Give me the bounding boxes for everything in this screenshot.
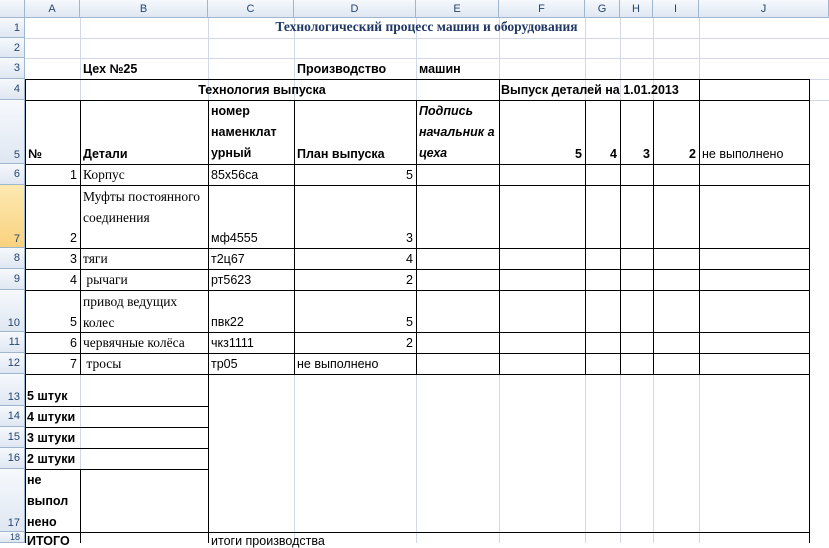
summary-two[interactable]: 2 штуки (27, 452, 76, 466)
table-border (25, 79, 810, 80)
row-header-15[interactable]: 15 (0, 427, 25, 448)
table-border (25, 448, 208, 449)
row-header-12[interactable]: 12 (0, 353, 25, 374)
column-header-h[interactable]: H (620, 0, 653, 18)
table-row-plan[interactable]: 4 (406, 252, 413, 266)
table-border (80, 469, 81, 543)
table-border (620, 100, 621, 374)
header-f[interactable]: 5 (575, 147, 582, 161)
row-header-16[interactable]: 16 (0, 448, 25, 469)
summary-five[interactable]: 5 штук (27, 389, 68, 403)
table-row-name[interactable]: Муфты постоянного соединения (83, 189, 201, 225)
table-row-num[interactable]: 5 (70, 315, 77, 329)
table-row-num[interactable]: 4 (70, 273, 77, 287)
column-header-e[interactable]: E (416, 0, 499, 18)
row-header-2[interactable]: 2 (0, 38, 25, 58)
select-all-corner[interactable] (0, 0, 25, 18)
table-border (585, 100, 586, 374)
table-row-code[interactable]: рт5623 (211, 273, 252, 287)
table-row-code[interactable]: 85х56са (211, 168, 259, 182)
table-border (25, 353, 810, 354)
table-row-plan[interactable]: 5 (406, 315, 413, 329)
summary-three[interactable]: 3 штуки (27, 431, 76, 445)
row-header-6[interactable]: 6 (0, 164, 25, 185)
table-row-num[interactable]: 3 (70, 252, 77, 266)
summary-not-done[interactable]: не выпол нено (27, 473, 69, 529)
table-border (25, 532, 810, 533)
table-border (809, 79, 810, 543)
table-row-num[interactable]: 1 (70, 168, 77, 182)
row-header-17[interactable]: 17 (0, 469, 25, 532)
row-header-1[interactable]: 1 (0, 18, 25, 38)
table-row-code[interactable]: чкз1111 (211, 336, 254, 350)
table-row-name[interactable]: Корпус (83, 167, 125, 182)
table-border (25, 406, 208, 407)
row-header-14[interactable]: 14 (0, 406, 25, 427)
column-header-i[interactable]: I (653, 0, 699, 18)
table-border (25, 100, 810, 101)
table-row-code[interactable]: т2ц67 (211, 252, 245, 266)
table-border (25, 427, 208, 428)
table-border (208, 100, 209, 543)
table-row-name[interactable]: тросы (83, 356, 122, 371)
table-row-plan[interactable]: не выполнено (297, 357, 379, 371)
row-header-7[interactable]: 7 (0, 185, 25, 248)
column-header-a[interactable]: A (25, 0, 80, 18)
output-header[interactable]: Выпуск деталей на 1.01.2013 (501, 83, 679, 97)
production-label[interactable]: Производство (297, 62, 387, 76)
row-header-4[interactable]: 4 (0, 79, 25, 100)
table-border (25, 269, 810, 270)
shop-label[interactable]: Цех №25 (83, 62, 138, 76)
column-header-j[interactable]: J (699, 0, 829, 18)
table-row-name[interactable]: рычаги (83, 272, 128, 287)
table-border (416, 100, 417, 374)
table-border (699, 79, 700, 374)
table-border (499, 79, 500, 374)
summary-four[interactable]: 4 штуки (27, 410, 76, 424)
summary-total[interactable]: ИТОГО (27, 534, 70, 548)
table-row-plan[interactable]: 2 (406, 273, 413, 287)
row-header-5[interactable]: 5 (0, 100, 25, 164)
gridline (25, 58, 829, 59)
table-border (25, 374, 810, 375)
table-border (80, 100, 81, 374)
table-row-num[interactable]: 7 (70, 357, 77, 371)
production-value[interactable]: машин (419, 62, 461, 76)
table-row-name[interactable]: привод ведущих колес (83, 294, 178, 330)
row-header-11[interactable]: 11 (0, 332, 25, 353)
table-row-code[interactable]: пвк22 (211, 315, 244, 329)
column-header-g[interactable]: G (585, 0, 620, 18)
sheet-title[interactable]: Технологический процесс машин и оборудования (275, 19, 578, 34)
header-nomenclature[interactable]: номер наменклат урный (211, 104, 277, 160)
column-header-c[interactable]: C (208, 0, 294, 18)
table-row-name[interactable]: червячные колёса (83, 335, 185, 350)
row-header-8[interactable]: 8 (0, 248, 25, 269)
column-header-f[interactable]: F (499, 0, 585, 18)
header-plan[interactable]: План выпуска (297, 147, 385, 161)
table-border (653, 100, 654, 374)
summary-results[interactable]: итоги производства (211, 534, 325, 548)
column-header-d[interactable]: D (294, 0, 416, 18)
header-i[interactable]: 2 (689, 147, 696, 161)
table-border (25, 248, 810, 249)
table-row-plan[interactable]: 5 (406, 168, 413, 182)
header-j[interactable]: не выполнено (702, 147, 784, 161)
header-g[interactable]: 4 (610, 147, 617, 161)
column-header-b[interactable]: B (80, 0, 208, 18)
table-row-num[interactable]: 2 (70, 231, 77, 245)
header-num[interactable]: № (28, 147, 42, 161)
row-header-3[interactable]: 3 (0, 58, 25, 79)
header-signature[interactable]: Подпись начальник а цеха (419, 104, 495, 160)
header-details[interactable]: Детали (83, 147, 128, 161)
table-row-code[interactable]: тр05 (211, 357, 238, 371)
table-row-name[interactable]: тяги (83, 251, 108, 266)
table-row-plan[interactable]: 3 (406, 231, 413, 245)
table-border (25, 79, 26, 543)
gridline (25, 38, 829, 39)
tech-header[interactable]: Технология выпуска (198, 83, 326, 97)
row-header-10[interactable]: 10 (0, 290, 25, 332)
table-row-code[interactable]: мф4555 (211, 231, 258, 245)
table-row-plan[interactable]: 2 (406, 336, 413, 350)
row-header-9[interactable]: 9 (0, 269, 25, 290)
row-header-13[interactable]: 13 (0, 374, 25, 406)
table-row-num[interactable]: 6 (70, 336, 77, 350)
table-border (25, 164, 810, 165)
row-header-18[interactable]: 18 (0, 532, 25, 543)
header-h[interactable]: 3 (643, 147, 650, 161)
